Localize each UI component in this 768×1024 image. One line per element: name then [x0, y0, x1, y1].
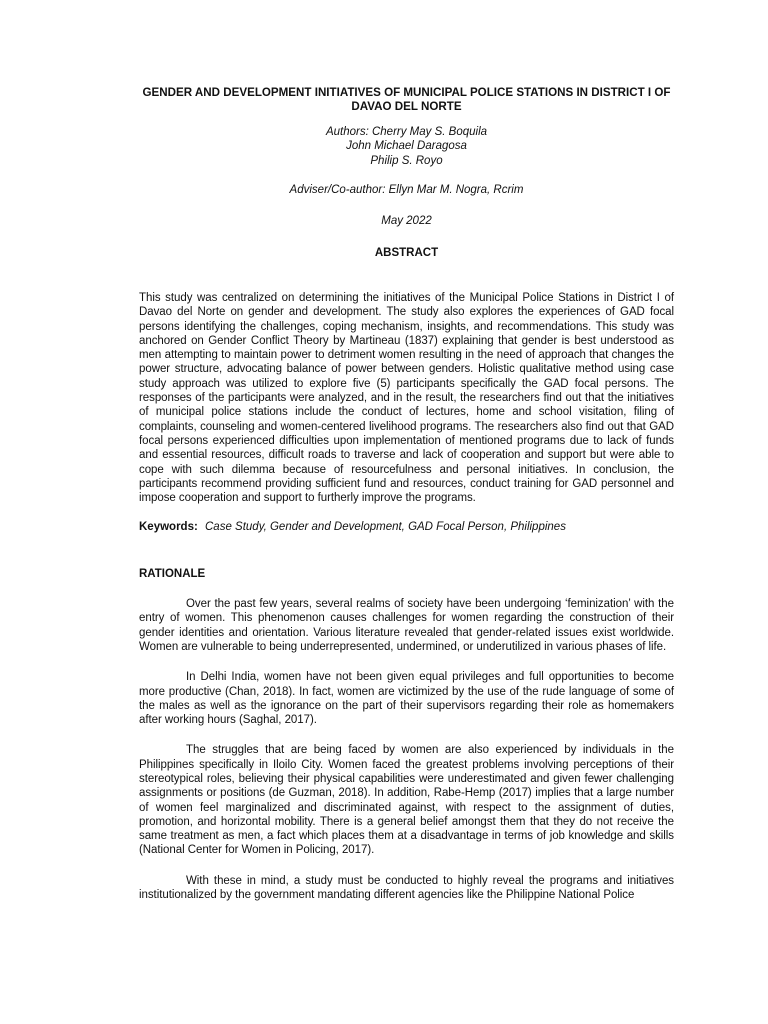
author-line: Authors: Cherry May S. Boquila: [325, 125, 488, 138]
abstract-heading: ABSTRACT: [374, 246, 439, 259]
author-line: Philip S. Royo: [370, 154, 443, 167]
keywords-line: [139, 520, 674, 534]
document-page: [139, 86, 674, 902]
adviser-line: Adviser/Co-author: Ellyn Mar M. Nogra, Rcrim: [289, 184, 524, 197]
body-paragraph: The struggles that are being faced by women are also experienced by individuals in the Philippines specifically in Iloilo City. Women faced the greatest problems involving perceptions of their stereotypical roles, believing their physical capabilities were underestimated and given fewer challenging assignments or positions (de Guzman, 2018). In addition, Rabe-Hemp (2017) implies that a large number of women feel marginalized and discriminated against, with respect to the assignment of duties, promotion, and horizontal mobility. There is a general belief amongst them that they do not receive the same treatment as men, a fact which places them at a disadvantage in terms of job knowledge and skills (National Center for Women in Policing, 2017).: [139, 744, 674, 857]
keywords-label: Keywords:: [139, 521, 198, 534]
keywords-values: Case Study, Gender and Development, GAD Focal Person, Philippines: [205, 521, 566, 534]
publication-date: May 2022: [381, 215, 432, 228]
author-line: John Michael Daragosa: [346, 140, 467, 153]
abstract-body: This study was centralized on determining the initiatives of the Municipal Police Stations in District I of Davao del Norte on gender and development. The study also explores the experiences of GAD focal persons identifying the challenges, coping mechanism, insights, and recommendations. This study was anchored on Gender Conflict Theory by Martineau (1837) explaining that gender is best understood as men attempting to maintain power to detriment women resulting in the need of approach that changes the power structure, advocating balance of power between genders. Holistic qualitative method using case study approach was utilized to explore five (5) participants specifically the GAD focal persons. The responses of the participants were analyzed, and in the result, the researchers find out that the initiatives of municipal police stations include the conduct of lectures, home and school visitation, filing of complaints, counseling and women-centered livelihood programs. The researchers also find out that GAD focal persons experienced difficulties upon implementation of mentioned programs due to lack of funds and essential resources, difficult roads to traverse and lack of cooperation and support but were able to cope with such dilemma because of resourcefulness and personal initiatives. In conclusion, the participants recommend providing sufficient fund and resources, conduct training for GAD personnel and impose cooperation and support to furtherly improve the programs.: [139, 291, 674, 505]
paper-title: GENDER AND DEVELOPMENT INITIATIVES OF MUNICIPAL POLICE STATIONS IN DISTRICT I OF DAVAO DEL NORTE: [142, 86, 671, 114]
body-paragraph: Over the past few years, several realms of society have been undergoing ‘feminization’ with the entry of women. This phenomenon causes challenges for women regarding the construction of their gender identities and orientation. Various literature revealed that gender-related issues exist worldwide. Women are vulnerable to being underrepresented, undermined, or underutilized in various phases of life.: [139, 598, 674, 653]
body-paragraph: With these in mind, a study must be conducted to highly reveal the programs and initiatives institutionalized by the government mandating different agencies like the Philippine National Police: [139, 874, 674, 902]
body-paragraph: In Delhi India, women have not been given equal privileges and full opportunities to become more productive (Chan, 2018). In fact, women are victimized by the use of the rude language of some of the males as well as the ignorance on the part of their supervisors regarding their role as homemakers after working hours (Saghal, 2017).: [139, 671, 674, 727]
author-list: [139, 125, 674, 169]
section-heading-rationale: RATIONALE: [139, 567, 206, 580]
